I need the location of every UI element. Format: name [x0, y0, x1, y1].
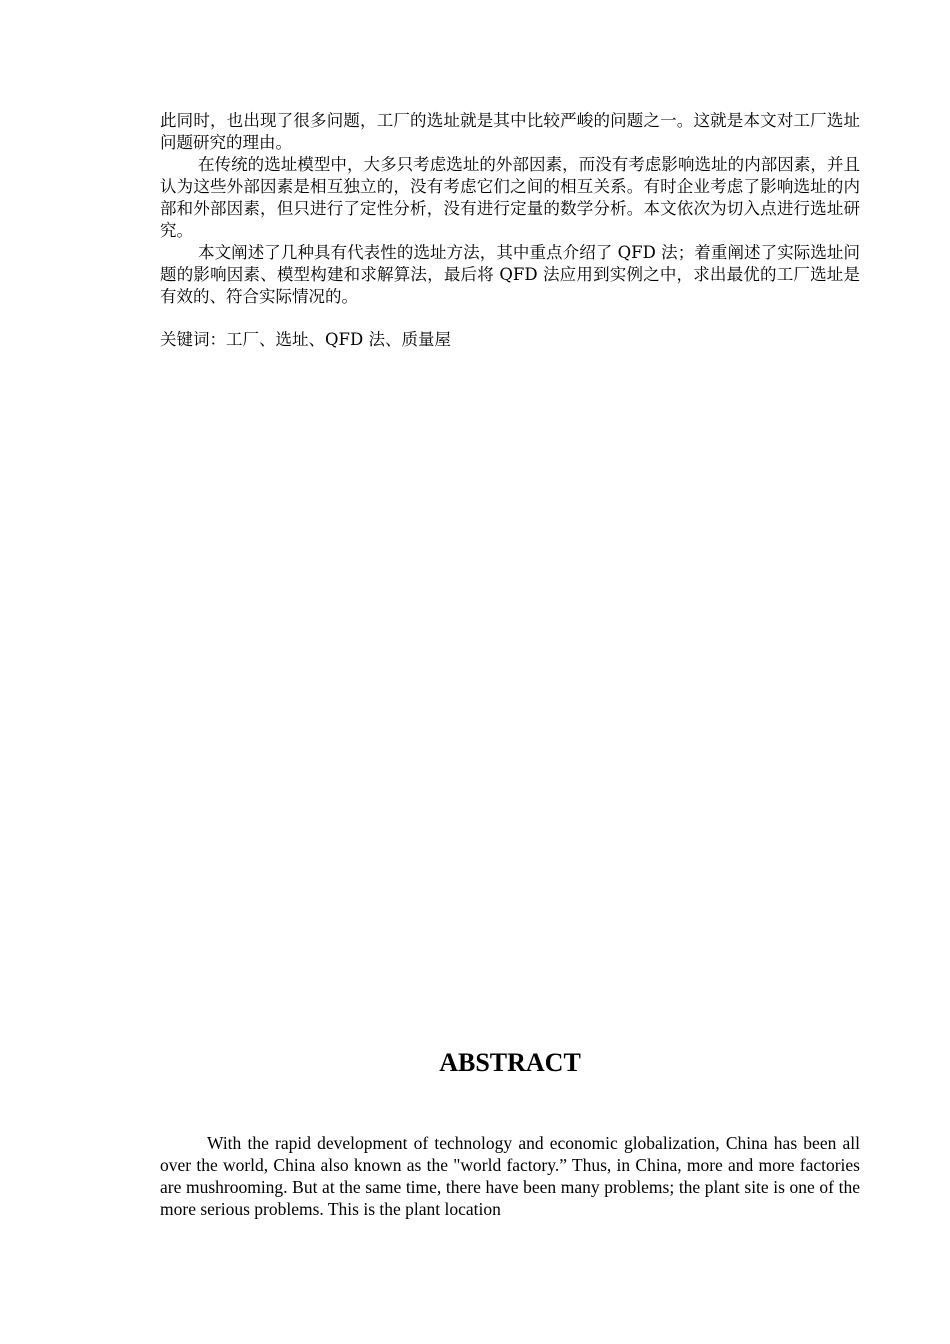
chinese-paragraph-3: 本文阐述了几种具有代表性的选址方法，其中重点介绍了 QFD 法；着重阐述了实际选址问题的影响因素、模型构建和求解算法，最后将 QFD 法应用到实例之中，求出最优的工厂选址是有效的、符合实际情况的。: [160, 243, 860, 306]
chinese-abstract-body: [160, 110, 860, 308]
abstract-heading-text: ABSTRACT: [439, 1048, 581, 1077]
chinese-paragraph-2: 在传统的选址模型中，大多只考虑选址的外部因素，而没有考虑影响选址的内部因素，并且认为这些外部因素是相互独立的，没有考虑它们之间的相互关系。有时企业考虑了影响选址的内部和外部因素，但只进行了定性分析，没有进行定量的数学分析。本文依次为切入点进行选址研究。: [160, 155, 860, 240]
english-paragraph-1: With the rapid development of technology and economic globalization, China has been all over the world, China also known as the "world factory.” Thus, in China, more and more factories are mushrooming. But at the same time, there have been many problems; the plant site is one of the more serious problems. This is the plant location: [160, 1133, 860, 1219]
english-abstract-body: [160, 1132, 860, 1222]
chinese-paragraph-1: 此同时，也出现了很多问题，工厂的选址就是其中比较严峻的问题之一。这就是本文对工厂选址问题研究的理由。: [160, 111, 860, 152]
chinese-keywords: 关键词：工厂、选址、QFD 法、质量屋: [160, 330, 451, 349]
abstract-heading: [160, 1046, 860, 1080]
